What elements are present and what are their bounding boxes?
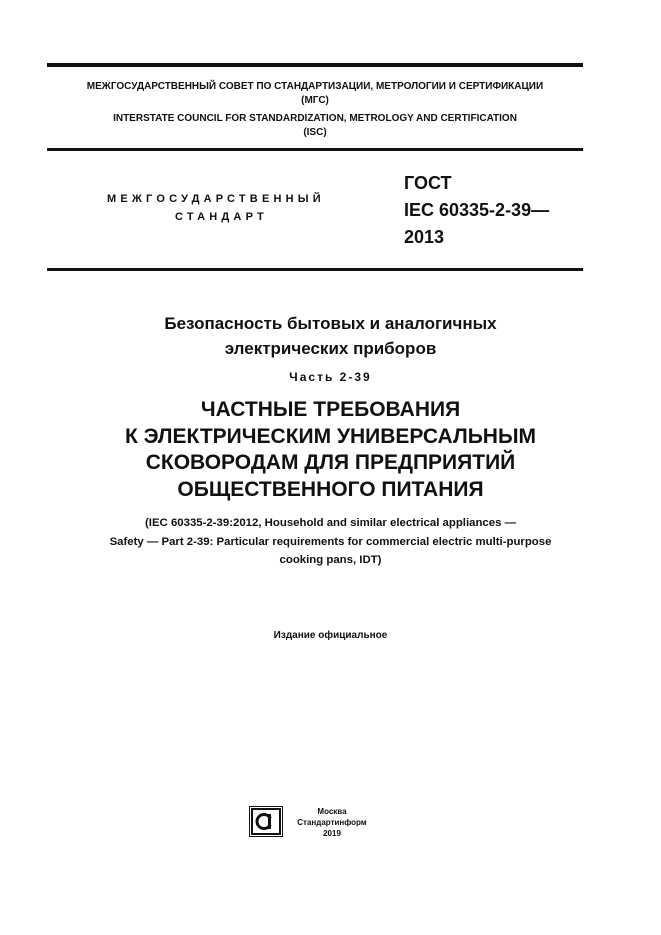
publisher-city: Москва (317, 807, 347, 816)
main-title-line2: К ЭЛЕКТРИЧЕСКИМ УНИВЕРСАЛЬНЫМ (124, 424, 537, 448)
council-ru-line1: МЕЖГОСУДАРСТВЕННЫЙ СОВЕТ ПО СТАНДАРТИЗАЦИИ, МЕТРОЛОГИИ И СЕРТИФИКАЦИИ (86, 81, 544, 92)
designation-line1: ГОСТ (404, 173, 452, 193)
general-title (0, 311, 661, 361)
iec-reference-line2: Safety — Part 2-39: Particular requirements for commercial electric multi-purpose (109, 535, 552, 548)
designation-bottom-rule (47, 268, 583, 271)
council-en-line2: (ISC) (303, 127, 327, 138)
iec-reference (0, 514, 661, 570)
publisher-year: 2019 (323, 829, 341, 838)
council-en-line1: INTERSTATE COUNCIL FOR STANDARDIZATION, METROLOGY AND CERTIFICATION (113, 113, 517, 124)
header-bottom-rule (47, 148, 583, 151)
designation-line3: 2013 (404, 227, 445, 247)
council-ru-line2: (МГС) (301, 95, 329, 106)
part-label: Часть 2-39 (289, 370, 372, 384)
iec-reference-line3: cooking pans, IDT) (279, 554, 382, 566)
designation (404, 170, 549, 251)
council-en (47, 112, 583, 140)
general-title-line1: Безопасность бытовых и аналогичных (164, 314, 497, 333)
standard-type-line2: СТАНДАРТ (175, 211, 268, 223)
edition-label: Издание официальное (273, 630, 388, 641)
standard-type-line1: МЕЖГОСУДАРСТВЕННЫЙ (107, 193, 325, 205)
main-title-line1: ЧАСТНЫЕ ТРЕБОВАНИЯ (200, 398, 461, 421)
standartinform-logo-icon (249, 806, 283, 837)
designation-line2: IEC 60335-2-39— (404, 200, 550, 220)
council-ru (47, 80, 583, 108)
main-title-line3: СКОВОРОДАМ ДЛЯ ПРЕДПРИЯТИЙ (145, 451, 516, 474)
main-title-line4: ОБЩЕСТВЕННОГО ПИТАНИЯ (177, 477, 484, 501)
publisher-name: Стандартинформ (297, 818, 367, 827)
top-rule (47, 63, 583, 67)
iec-reference-line1: (IEC 60335-2-39:2012, Household and similar electrical appliances — (145, 517, 516, 529)
main-title (0, 397, 661, 503)
publisher (292, 806, 372, 839)
general-title-line2: электрических приборов (224, 339, 437, 358)
